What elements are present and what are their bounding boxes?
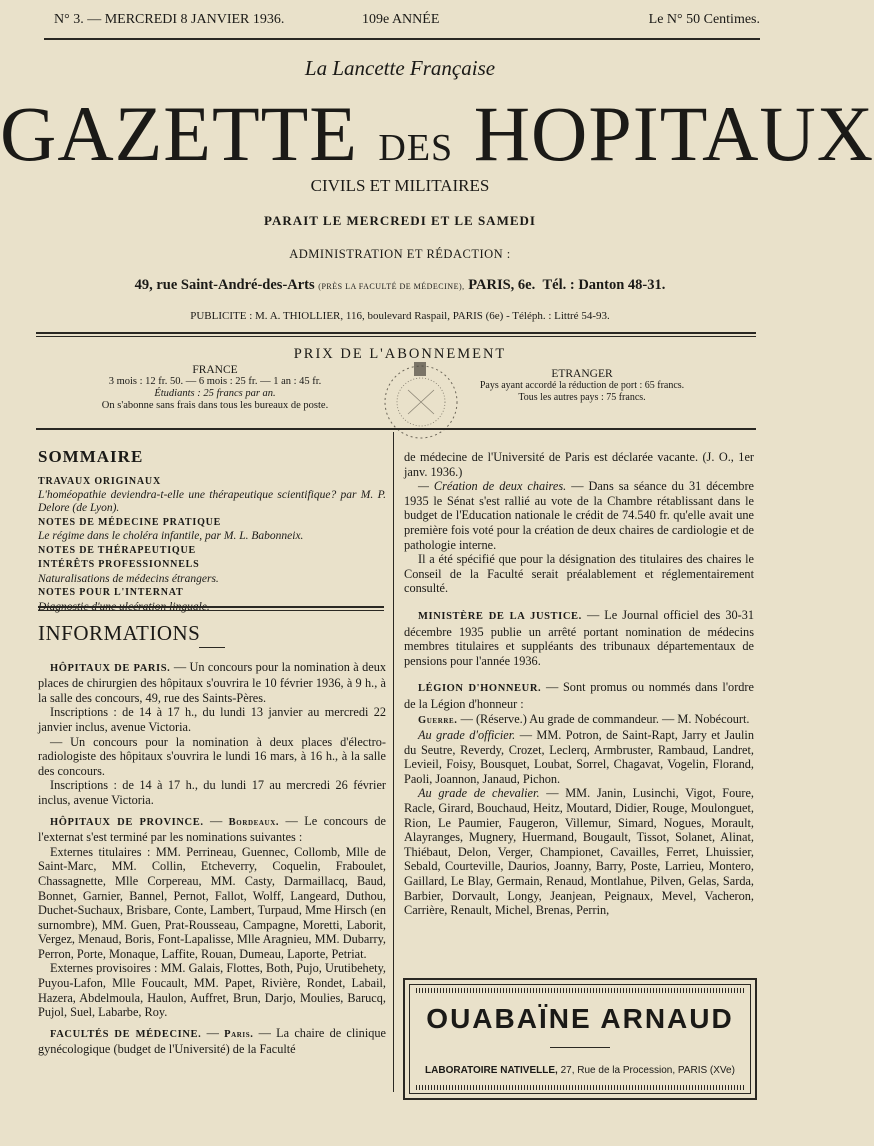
masthead-frequency: PARAIT LE MERCREDI ET LE SAMEDI bbox=[264, 213, 536, 228]
right-column bbox=[404, 450, 754, 918]
address-note: (PRÈS LA FACULTÉ DE MÉDECINE), bbox=[318, 282, 465, 291]
sommaire-bottom-rule-2 bbox=[38, 610, 384, 611]
sommaire-item-1 bbox=[38, 489, 386, 516]
info-p4: Inscriptions : de 14 à 17 h., du lundi 17 au mercredi 26 février inclus, avenue Victoria. bbox=[38, 778, 386, 807]
masthead-publicite: PUBLICITE : M. A. THIOLLIER, 116, boulevard Raspail, PARIS (6e) - Téléph. : Littré 54-93. bbox=[190, 310, 610, 322]
right-p5 bbox=[404, 680, 754, 711]
title-des: DES bbox=[378, 127, 454, 169]
france-rates: 3 mois : 12 fr. 50. — 6 mois : 25 fr. — 1 an : 45 fr. bbox=[108, 376, 322, 387]
title-right: HOPITAUX bbox=[473, 90, 874, 177]
informations-title: INFORMATIONS bbox=[38, 621, 201, 645]
info-p1 bbox=[38, 660, 386, 706]
right-p5-text: — Sont promus ou nommés dans l'ordre de la Légion d'honneur : bbox=[404, 680, 754, 711]
right-p1: de médecine de l'Université de Paris est déclarée vacante. (J. O., 1er janv. 1936.) bbox=[404, 450, 754, 479]
library-stamp bbox=[378, 352, 464, 452]
body-top-rule bbox=[36, 428, 756, 430]
address-phone: Tél. : Danton 48-31. bbox=[542, 277, 666, 293]
sommaire-text-5: Diagnostic d'une ulcération linguale. bbox=[38, 600, 210, 613]
sommaire-block bbox=[38, 447, 386, 614]
informations-block bbox=[38, 621, 387, 1057]
right-p5-head: LÉGION D'HONNEUR. bbox=[418, 683, 542, 695]
advert-rule bbox=[550, 1047, 610, 1048]
sommaire-head-1: TRAVAUX ORIGINAUX bbox=[38, 475, 161, 487]
advert-name: OUABAÏNE ARNAUD bbox=[426, 1003, 734, 1034]
advert-lab-address: 27, Rue de la Procession, PARIS (XVe) bbox=[560, 1065, 735, 1076]
sommaire-head-2: NOTES DE MÉDECINE PRATIQUE bbox=[38, 516, 222, 528]
advert-hatch-bottom bbox=[416, 1085, 744, 1090]
right-p2 bbox=[404, 479, 754, 552]
right-p3: Il a été spécifié que pour la désignation des titulaires des chaires le Conseil de la Faculté serait préalablement et réglementairement consulté. bbox=[404, 552, 754, 596]
issue-year: 109e ANNÉE bbox=[362, 12, 440, 27]
sommaire-bottom-rule bbox=[38, 606, 384, 608]
ouabaine-advert bbox=[403, 978, 757, 1100]
right-p2-text: — Dans sa séance du 31 décembre 1935 le Sénat s'est rallié au vote de la Chambre rétablissant dans le budget de l'Education nationale le crédit de 74.540 fr. qu'elle avait une première fois voté pour la création de deux chaires de cardiologie et de pathologie interne. bbox=[404, 479, 755, 552]
sommaire-text-4: Naturalisations de médecins étrangers. bbox=[38, 572, 219, 585]
etranger-rate1: Pays ayant accordé la réduction de port : 65 francs. bbox=[479, 380, 685, 391]
masthead-lancette: La Lancette Française bbox=[304, 56, 496, 80]
right-p4-head: MINISTÈRE DE LA JUSTICE. bbox=[418, 610, 582, 622]
advert-frame bbox=[409, 984, 751, 1094]
right-p8-text: — MM. Janin, Lusinchi, Vigot, Foure, Racle, Girard, Bouchaud, Heitz, Moutard, Didier, Rouge, Moulonguet, Rion, Le Paumier, Faugeron, Villemur, Simard, Nogues, Morault, Alayranges, Mugnery, Huermand, Bougault, Tissot, Solanet, Alinat, Thiébaut, Delon, Verger, Championet, Cavailles, Ferret, Lhuissier, Sebald, Courteville, Daurios, Joanny, Barry, Poste, Larrieu, Montero, Gaillard, Le Blay, Germain, Renaud, Montlahue, Pilven, Gelas, Sarda, Barbier, Dorvault, Longy, Jeanjean, Peignaux, Mevel, Vacheron, Carrière, Renault, Michel, Brenas, Perrin, bbox=[404, 786, 755, 918]
title-left: GAZETTE bbox=[0, 90, 358, 177]
france-students: Étudiants : 25 francs par an. bbox=[154, 388, 276, 399]
info-p2: Inscriptions : de 14 à 17 h., du lundi 13 janvier au mercredi 22 janvier inclus, avenue Victoria. bbox=[38, 705, 386, 734]
info-p1-head: HÔPITAUX DE PARIS. bbox=[50, 662, 171, 674]
info-p1-text: — Un concours pour la nomination à deux places de chirurgien des hôpitaux s'ouvrira le 10 février 1936, à 9 h., à la salle des concours, 49, rue des Saints-Pères. bbox=[38, 659, 387, 705]
issue-number: N° 3. — MERCREDI 8 JANVIER 1936. bbox=[54, 12, 285, 27]
sommaire-head-5: NOTES POUR L'INTERNAT bbox=[38, 587, 184, 599]
issue-price: Le N° 50 Centimes. bbox=[648, 12, 760, 27]
right-p6 bbox=[404, 712, 754, 729]
info-p5-city: Bordeaux. bbox=[228, 816, 280, 828]
issue-header bbox=[50, 12, 760, 32]
right-p8 bbox=[404, 786, 754, 917]
right-p8-lead: Au grade de chevalier. bbox=[418, 786, 540, 801]
info-p8-city: Paris. bbox=[224, 1028, 254, 1040]
masthead-subtitle: CIVILS ET MILITAIRES bbox=[310, 176, 490, 195]
sommaire-item-2 bbox=[38, 530, 386, 543]
info-p8: FACULTÉS DE MÉDECINE. — Paris. — La chaire de clinique gynécologique (budget de l'Université) de la Faculté bbox=[38, 1025, 387, 1057]
advert-lab bbox=[410, 1065, 750, 1076]
info-p3: — Un concours pour la nomination à deux places d'électro-radiologiste des hôpitaux s'ouvrira le lundi 16 mars, à 16 h., à la salle des concours. bbox=[38, 734, 386, 778]
info-p8-text: — La chaire de clinique gynécologique (budget de l'Université) de la Faculté bbox=[38, 1025, 387, 1057]
info-p6: Externes titulaires : MM. Perrineau, Guennec, Collomb, Mlle de Saint-Marc, MM. Collin, Etcheverry, Coquelin, Fraboulet, Chassagnette, Mlle Corpereau, MM. Casty, Darmaillacq, Baud, Bonnet, Garnier, Bannel, Pernot, Fallot, Wolff, Langeard, Duthou, Duchet-Suchaux, Brisbare, Conte, Lambert, Turpaud, Mme Hirsch (en surnombre), MM. Guen, Prat-Rousseau, Campagne, Moretti, Laborit, Vergez, Menaud, Boris, Font-Lapalisse, Mlle Aragnieu, MM. Dubarry, Perron, Porte, Monaque, Laffite, Rouan, Dumeau, Laporte, Petriat. bbox=[38, 844, 386, 961]
right-p4 bbox=[404, 608, 754, 668]
info-p5-head: HÔPITAUX DE PROVINCE. bbox=[50, 816, 204, 828]
right-p4-text: — Le Journal officiel des 30-31 décembre 1935 publie un arrêté portant nomination de médecins membres titulaires et suppléants des tribunaux départementaux de pensions pour l'année 1936. bbox=[404, 607, 755, 668]
column-divider bbox=[393, 432, 394, 1092]
abonnement-title: PRIX DE L'ABONNEMENT bbox=[293, 346, 507, 362]
right-p7 bbox=[404, 728, 754, 786]
sommaire-text-2: Le régime dans le choléra infantile, par M. L. Babonneix. bbox=[38, 530, 304, 543]
abonnement-etranger bbox=[462, 368, 702, 404]
address-city: PARIS, 6e. bbox=[468, 277, 536, 293]
address-main: 49, rue Saint-André-des-Arts bbox=[134, 277, 315, 293]
abonnement-top-rule-2 bbox=[36, 336, 756, 337]
sommaire-head-3: NOTES DE THÉRAPEUTIQUE bbox=[38, 544, 197, 556]
right-p6-text: — (Réserve.) Au grade de commandeur. — M. Nobécourt. bbox=[460, 711, 750, 726]
informations-rule bbox=[199, 647, 225, 648]
advert-hatch-top bbox=[416, 988, 744, 993]
masthead-address bbox=[0, 277, 800, 294]
right-p7-lead: Au grade d'officier. bbox=[418, 728, 516, 743]
info-p5-text: — Le concours de l'externat s'est terminé par les nominations suivantes : bbox=[38, 813, 387, 845]
right-p2-lead: — Création de deux chaires. bbox=[418, 479, 567, 494]
sommaire-title: SOMMAIRE bbox=[38, 447, 144, 466]
masthead-admin: ADMINISTRATION ET RÉDACTION : bbox=[289, 247, 511, 261]
etranger-rate2: Tous les autres pays : 75 francs. bbox=[518, 392, 646, 403]
france-note: On s'abonne sans frais dans tous les bureaux de poste. bbox=[101, 400, 329, 411]
abonnement-france bbox=[60, 364, 370, 412]
etranger-label: ETRANGER bbox=[551, 368, 613, 380]
sommaire-item-4 bbox=[38, 573, 386, 586]
sommaire-head-4: INTÉRÊTS PROFESSIONNELS bbox=[38, 559, 200, 571]
header-rule bbox=[44, 38, 760, 40]
france-label: FRANCE bbox=[192, 364, 238, 376]
info-p5: HÔPITAUX DE PROVINCE. — Bordeaux. — Le concours de l'externat s'est terminé par les nominations suivantes : bbox=[38, 813, 387, 845]
right-p6-lead: Guerre. bbox=[418, 714, 458, 726]
advert-lab-name: LABORATOIRE NATIVELLE, bbox=[425, 1065, 558, 1076]
info-p7: Externes provisoires : MM. Galais, Flottes, Both, Pujo, Urutibehety, Puyou-Lafon, Mlle Foucault, MM. Papet, Rivière, Rondet, Labail, Hazera, Abdelmoula, Haulon, Auffret, Brun, Darjo, Moulies, Barucq, Pujol, Suel, Labarbe, Roy. bbox=[38, 961, 386, 1020]
info-p8-head: FACULTÉS DE MÉDECINE. bbox=[50, 1028, 202, 1040]
abonnement-top-rule bbox=[36, 332, 756, 334]
sommaire-text-1: L'homéopathie deviendra-t-elle une thérapeutique scientifique? par M. P. Delore (de Lyon). bbox=[38, 489, 386, 515]
right-p7-text: — MM. Potron, de Saint-Rapt, Jarry et Jaulin du Seutre, Reverdy, Crozet, Leclerq, Armbruster, Rambaud, Landret, Levieil, Foisy, Bousquet, Loubat, Sorrel, Chagavat, Vogelin, Florand, Paoli, Joannon, Janaud, Pichon. bbox=[404, 728, 754, 786]
